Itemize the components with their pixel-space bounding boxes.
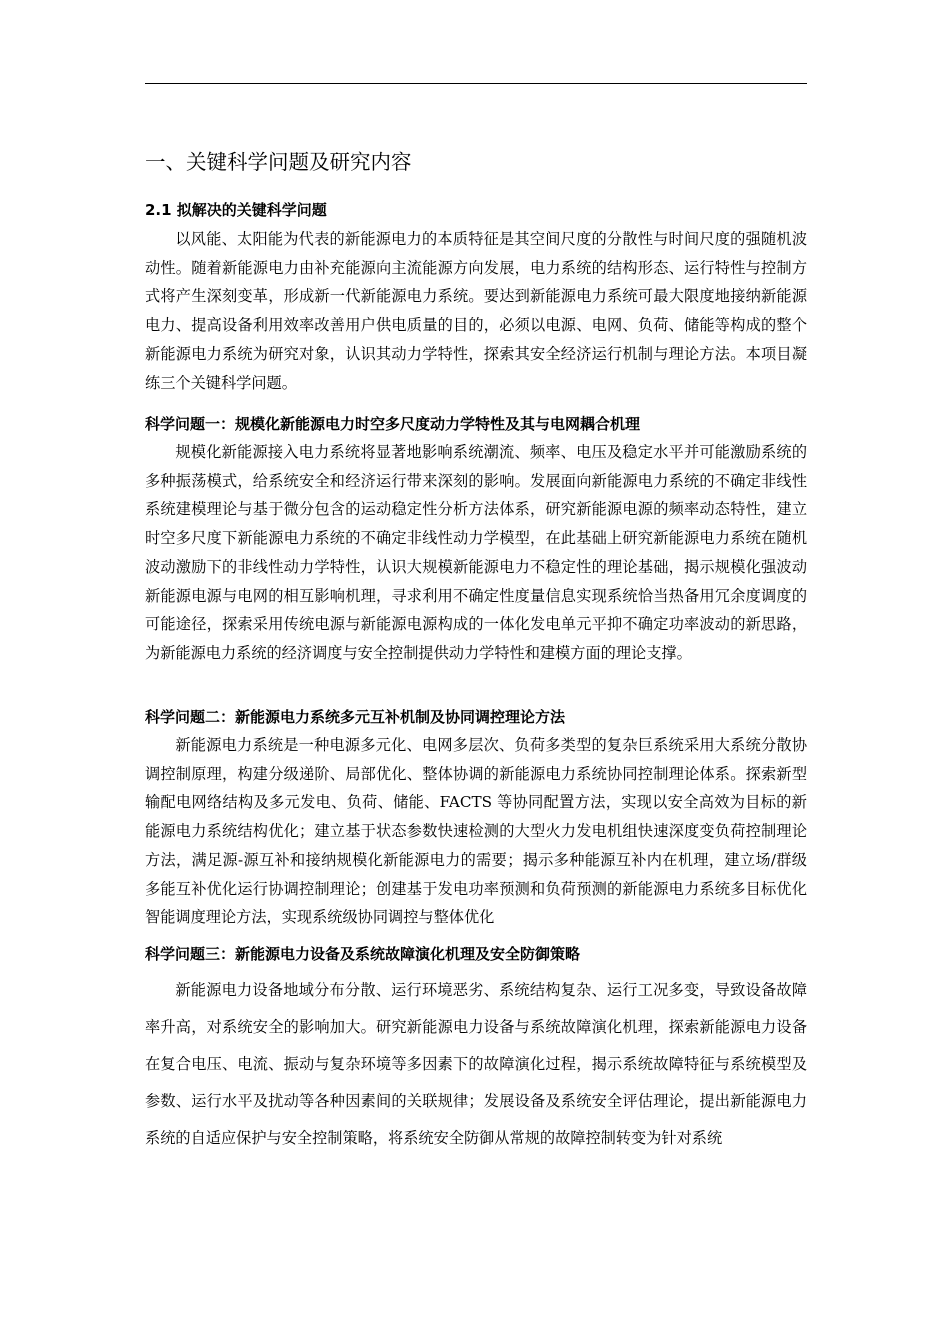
intro-paragraph: 以风能、太阳能为代表的新能源电力的本质特征是其空间尺度的分散性与时间尺度的强随机波动性。随着新能源电力由补充能源向主流能源方向发展，电力系统的结构形态、运行特性与控制方式将产生深刻变革，形成新一代新能源电力系统。要达到新能源电力系统可最大限度地接纳新能源电力、提高设备利用效率改善用户供电质量的目的，必须以电源、电网、负荷、储能等构成的整个新能源电力系统为研究对象，认识其动力学特性，探索其安全经济运行机制与理论方法。本项目凝练三个关键科学问题。 (145, 230, 807, 392)
problem-2-body: 新能源电力系统是一种电源多元化、电网多层次、负荷多类型的复杂巨系统采用大系统分散协调控制原理，构建分级递阶、局部优化、整体协调的新能源电力系统协同控制理论体系。探索新型输配电网络结构及多元发电、负荷、储能、FACTS 等协同配置方法，实现以安全高效为目标的新能源电力系统结构优化；建立基于状态参数快速检测的大型火力发电机组快速深度变负荷控制理论方法，满足源-源互补和接纳规模化新能源电力的需要；揭示多种能源互补内在机理，建立场/群级多能互补优化运行协调控制理论；创建基于发电功率预测和负荷预测的新能源电力系统多目标优化智能调度理论方法，实现系统级协同调控与整体优化 (145, 736, 807, 927)
problem-3-heading: 科学问题三：新能源电力设备及系统故障演化机理及安全防御策略 (145, 945, 581, 963)
section-heading: 2.1 拟解决的关键科学问题 (145, 201, 327, 219)
problem-2-heading: 科学问题二：新能源电力系统多元互补机制及协同调控理论方法 (145, 708, 566, 726)
problem-1-heading: 科学问题一：规模化新能源电力时空多尺度动力学特性及其与电网耦合机理 (145, 415, 641, 433)
chapter-title: 一、关键科学问题及研究内容 (145, 150, 412, 174)
problem-1-body: 规模化新能源接入电力系统将显著地影响系统潮流、频率、电压及稳定水平并可能激励系统的多种振荡模式，给系统安全和经济运行带来深刻的影响。发展面向新能源电力系统的不确定非线性系统建模理论与基于微分包含的运动稳定性分析方法体系，研究新能源电源的频率动态特性，建立时空多尺度下新能源电力系统的不确定非线性动力学模型，在此基础上研究新能源电力系统在随机波动激励下的非线性动力学特性，认识大规模新能源电力不稳定性的理论基础，揭示规模化强波动新能源电源与电网的相互影响机理，寻求利用不确定性度量信息实现系统恰当热备用冗余度调度的可能途径，探索采用传统电源与新能源电源构成的一体化发电单元平抑不确定功率波动的新思路，为新能源电力系统的经济调度与安全控制提供动力学特性和建模方面的理论支撑。 (145, 443, 807, 662)
header-rule (145, 83, 807, 84)
problem-3-body: 新能源电力设备地域分布分散、运行环境恶劣、系统结构复杂、运行工况多变，导致设备故障率升高，对系统安全的影响加大。研究新能源电力设备与系统故障演化机理，探索新能源电力设备在复合电压、电流、振动与复杂环境等多因素下的故障演化过程，揭示系统故障特征与系统模型及参数、运行水平及扰动等各种因素间的关联规律；发展设备及系统安全评估理论，提出新能源电力系统的自适应保护与安全控制策略，将系统安全防御从常规的故障控制转变为针对系统 (145, 981, 807, 1147)
